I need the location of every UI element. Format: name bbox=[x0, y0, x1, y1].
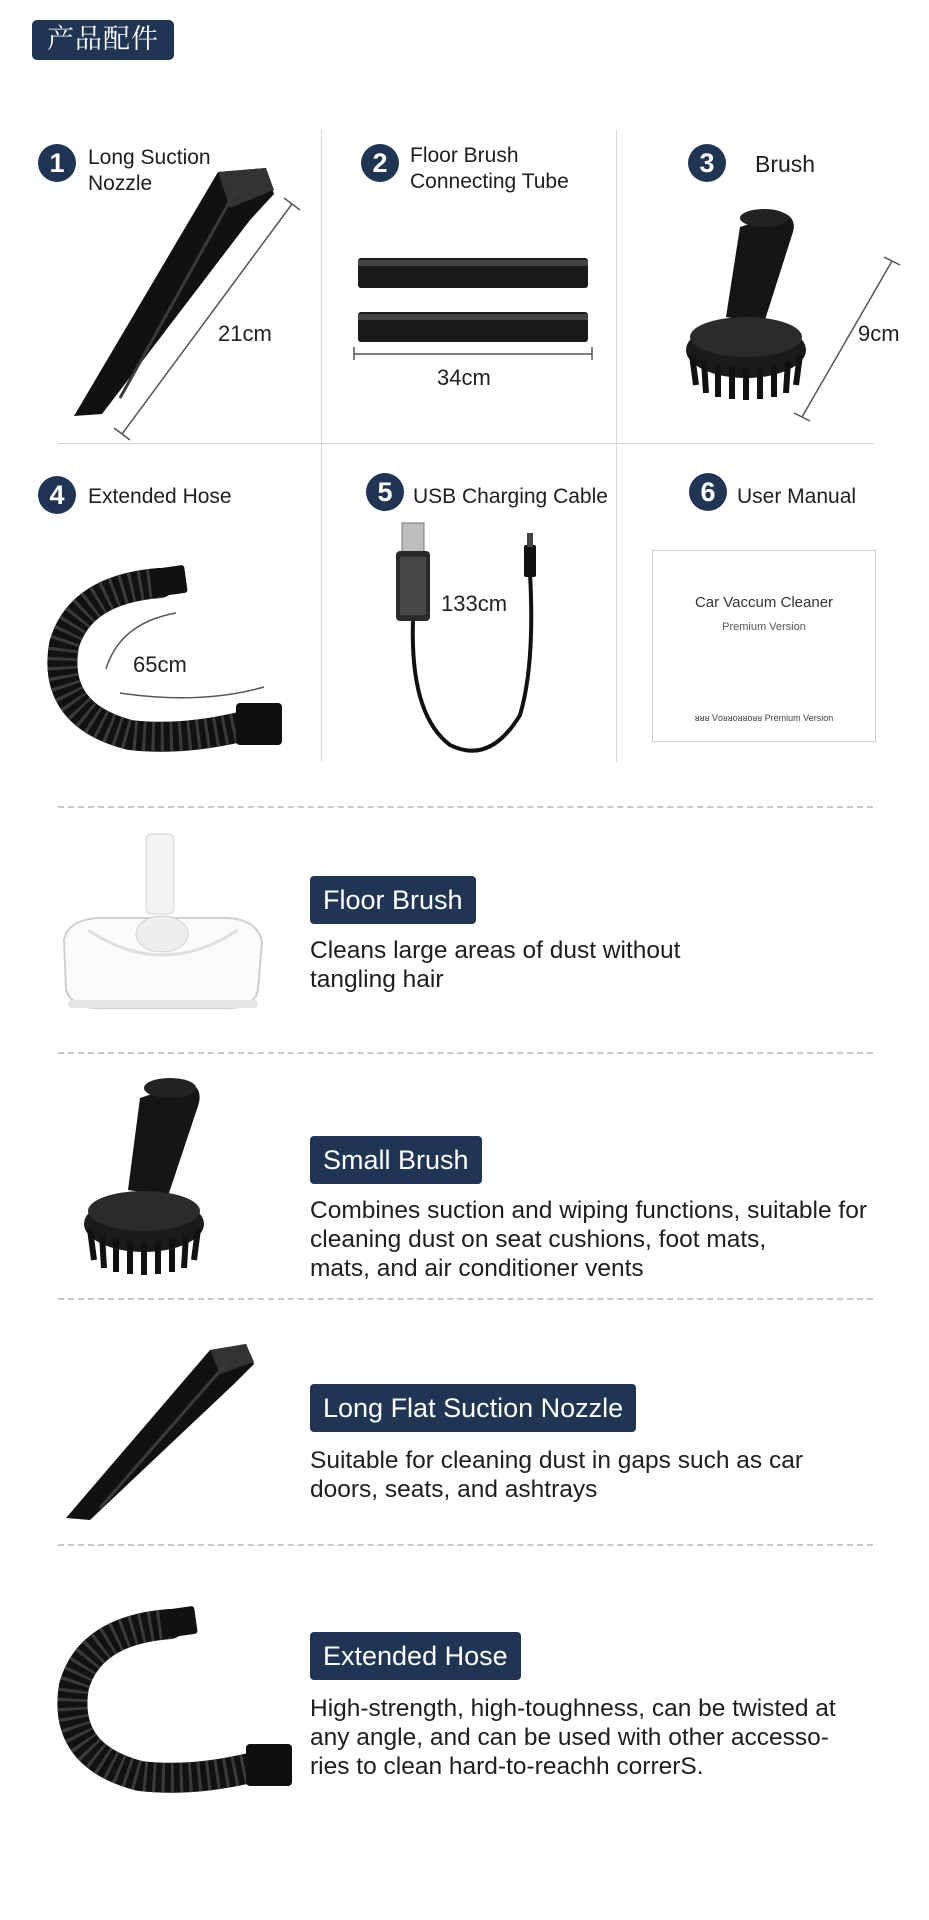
part-number-badge: 6 bbox=[689, 473, 727, 511]
section-divider bbox=[58, 1298, 873, 1300]
grid-divider bbox=[616, 130, 617, 762]
small-brush-image bbox=[80, 1074, 270, 1284]
usb-cable-image bbox=[380, 515, 560, 765]
feature-title: Floor Brush bbox=[310, 876, 476, 924]
feature-title: Small Brush bbox=[310, 1136, 482, 1184]
connecting-tube-image bbox=[350, 250, 600, 360]
part-label: Extended Hose bbox=[88, 485, 232, 508]
floor-brush-image bbox=[58, 830, 268, 1020]
dimension-label: 9cm bbox=[858, 321, 900, 346]
section-divider bbox=[58, 806, 873, 808]
feature-title: Long Flat Suction Nozzle bbox=[310, 1384, 636, 1432]
section-title: 产品配件 bbox=[32, 20, 174, 60]
dimension-label: 65cm bbox=[133, 652, 187, 677]
dimension-label: 133cm bbox=[441, 591, 508, 616]
feature-description: Cleans large areas of dust without tangling hair bbox=[310, 937, 681, 993]
part-label: Long Suction Nozzle bbox=[88, 146, 211, 195]
part-label: Floor Brush Connecting Tube bbox=[410, 144, 569, 193]
part-number-badge: 5 bbox=[366, 473, 404, 511]
section-divider bbox=[58, 1544, 873, 1546]
user-manual-image bbox=[652, 550, 876, 742]
part-label: USB Charging Cable bbox=[413, 485, 608, 508]
feature-description: Combines suction and wiping functions, suitable for cleaning dust on seat cushions, foot mats, mats, and air conditioner vents bbox=[310, 1197, 868, 1282]
brush-image bbox=[680, 205, 910, 425]
part-number-badge: 2 bbox=[361, 144, 399, 182]
part-label: User Manual bbox=[737, 485, 857, 508]
manual-footer: ᴚᴚᴚ Vᴏᴚᴚᴏᴚᴚᴏᴚᴚ Premium Version bbox=[694, 713, 834, 723]
extended-hose-feature-image bbox=[50, 1606, 310, 1806]
grid-divider bbox=[321, 130, 322, 762]
part-number-badge: 1 bbox=[38, 144, 76, 182]
part-number-badge: 3 bbox=[688, 144, 726, 182]
long-nozzle-image bbox=[60, 160, 320, 450]
dimension-label: 34cm bbox=[437, 365, 491, 390]
long-flat-nozzle-image bbox=[60, 1340, 280, 1530]
part-label: Brush bbox=[755, 151, 816, 177]
feature-description: High-strength, high-toughness, can be twisted at any angle, and can be used with other accesso- ries to clean hard-to-reachh correrS. bbox=[310, 1695, 836, 1780]
manual-subtitle: Premium Version bbox=[722, 621, 806, 633]
part-number-badge: 4 bbox=[38, 476, 76, 514]
dimension-label: 21cm bbox=[218, 321, 272, 346]
section-divider bbox=[58, 1052, 873, 1054]
manual-title: Car Vaccum Cleaner bbox=[694, 594, 834, 611]
feature-title: Extended Hose bbox=[310, 1632, 521, 1680]
feature-description: Suitable for cleaning dust in gaps such as car doors, seats, and ashtrays bbox=[310, 1447, 804, 1503]
